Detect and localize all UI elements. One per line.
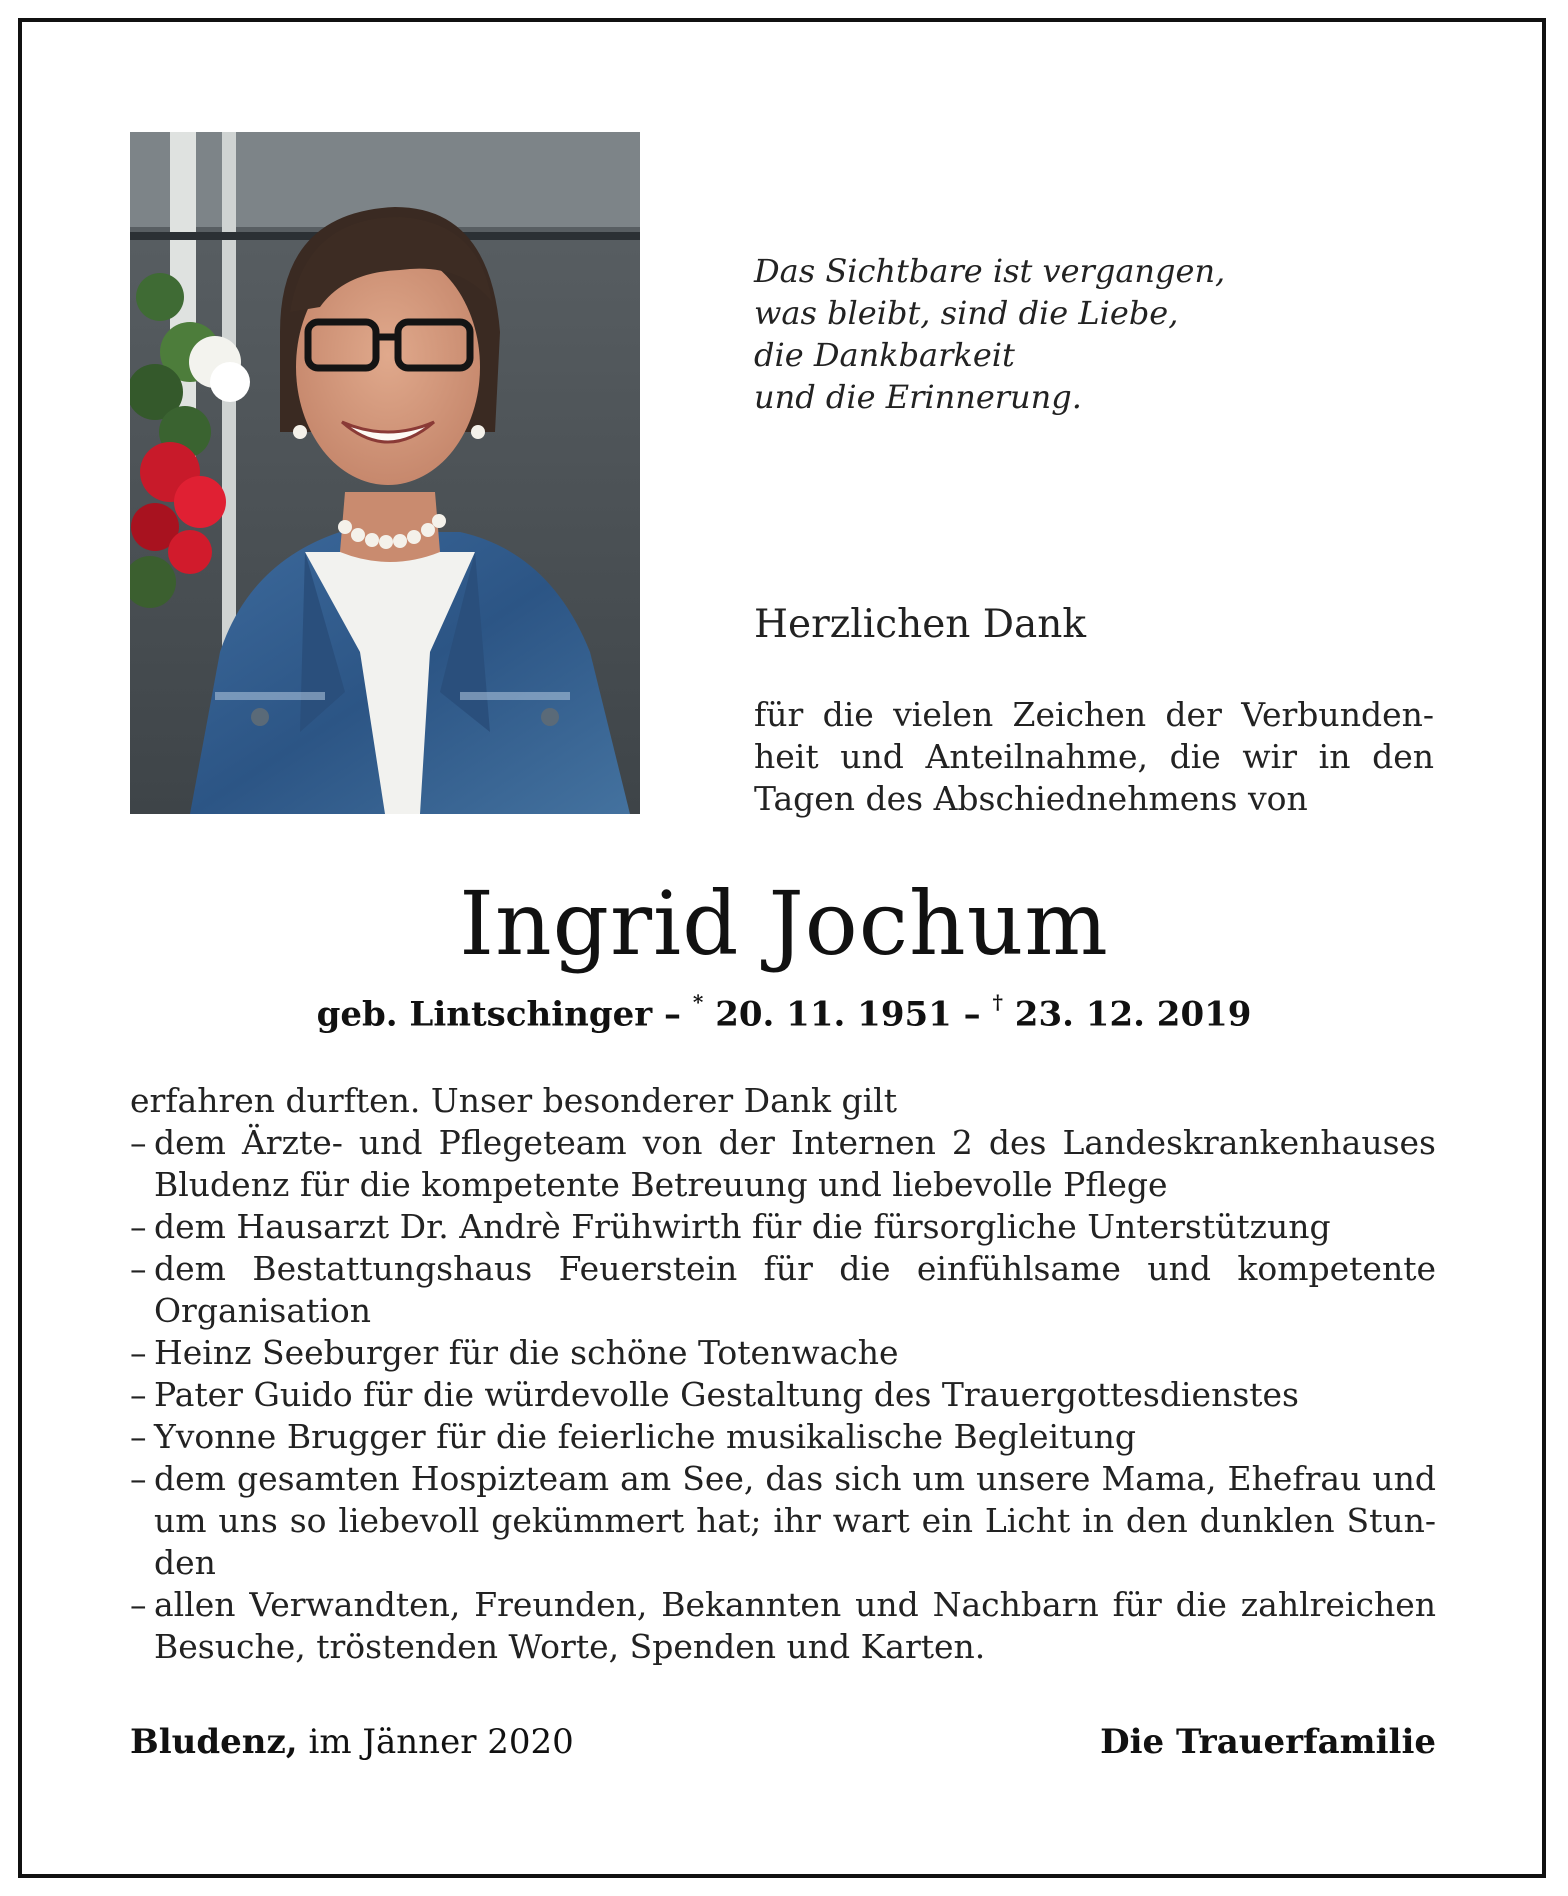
list-item	[130, 1416, 1436, 1458]
death-date: 23. 12. 2019	[1002, 994, 1252, 1035]
dash: –	[130, 1459, 147, 1498]
list-item	[130, 1584, 1436, 1668]
item-line: dem Bestattungshaus Feuerstein für die einfühlsame und kompetente	[154, 1249, 1436, 1288]
list-item	[130, 1458, 1436, 1584]
deceased-name: Ingrid Jochum	[459, 872, 1109, 975]
dash: –	[130, 1123, 147, 1162]
birth-name: geb. Lintschinger	[316, 994, 653, 1035]
intro-line: heit und Anteilnahme, die wir in den	[754, 737, 1434, 776]
item-line: dem gesamten Hospizteam am See, das sich um unsere Mama, Ehefrau und	[154, 1459, 1436, 1498]
dash: –	[130, 1417, 147, 1456]
thanks-intro	[754, 694, 1434, 820]
thanks-heading: Herzlichen Dank	[754, 602, 1087, 647]
quote-line: die Dankbarkeit	[754, 336, 1015, 374]
separator: –	[951, 994, 993, 1035]
quote-line: und die Erinnerung.	[754, 378, 1082, 416]
dash: –	[130, 1333, 147, 1372]
dash: –	[130, 1249, 147, 1288]
date: im Jänner 2020	[297, 1722, 574, 1762]
item-line: den	[154, 1543, 216, 1582]
item-line: um uns so liebevoll gekümmert hat; ihr wart ein Licht in den dunklen Stun-	[154, 1501, 1436, 1540]
memorial-quote	[754, 250, 1225, 418]
item-line: Besuche, tröstenden Worte, Spenden und Karten.	[154, 1627, 986, 1666]
list-item	[130, 1332, 1436, 1374]
quote-line: Das Sichtbare ist vergangen,	[754, 252, 1226, 290]
portrait-photo	[130, 132, 640, 814]
item-line: Pater Guido für die würdevolle Gestaltung des Trauergottesdienstes	[154, 1375, 1299, 1414]
item-line: dem Hausarzt Dr. Andrè Frühwirth für die fürsorgliche Unterstützung	[154, 1207, 1331, 1246]
birth-symbol: *	[692, 990, 704, 1014]
list-item	[130, 1248, 1436, 1332]
item-line: allen Verwandten, Freunden, Bekannten und Nachbarn für die zahlreichen	[154, 1585, 1436, 1624]
death-symbol: †	[992, 990, 1003, 1014]
quote-line: was bleibt, sind die Liebe,	[754, 294, 1179, 332]
signature: Die Trauerfamilie	[1100, 1722, 1436, 1762]
intro-line: Tagen des Abschiednehmens von	[754, 779, 1308, 818]
dash: –	[130, 1585, 147, 1624]
list-item	[130, 1122, 1436, 1206]
separator: –	[652, 994, 693, 1035]
place: Bludenz,	[130, 1722, 298, 1762]
birth-date: 20. 11. 1951	[703, 994, 952, 1035]
thanks-body	[130, 1080, 1436, 1668]
place-date	[130, 1722, 574, 1762]
body-lead: erfahren durften. Unser besonderer Dank gilt	[130, 1081, 897, 1120]
item-line: Bludenz für die kompetente Betreuung und liebevolle Pflege	[154, 1165, 1168, 1204]
list-item	[130, 1206, 1436, 1248]
dash: –	[130, 1207, 147, 1246]
list-item	[130, 1374, 1436, 1416]
item-line: Yvonne Brugger für die feierliche musikalische Begleitung	[154, 1417, 1136, 1456]
portrait-image	[130, 132, 640, 814]
item-line: Organisation	[154, 1291, 371, 1330]
item-line: dem Ärzte- und Pflegeteam von der Internen 2 des Landeskrankenhauses	[154, 1123, 1436, 1162]
dash: –	[130, 1375, 147, 1414]
life-dates	[0, 990, 1568, 1035]
item-line: Heinz Seeburger für die schöne Totenwache	[154, 1333, 899, 1372]
intro-line: für die vielen Zeichen der Verbunden-	[754, 695, 1434, 734]
